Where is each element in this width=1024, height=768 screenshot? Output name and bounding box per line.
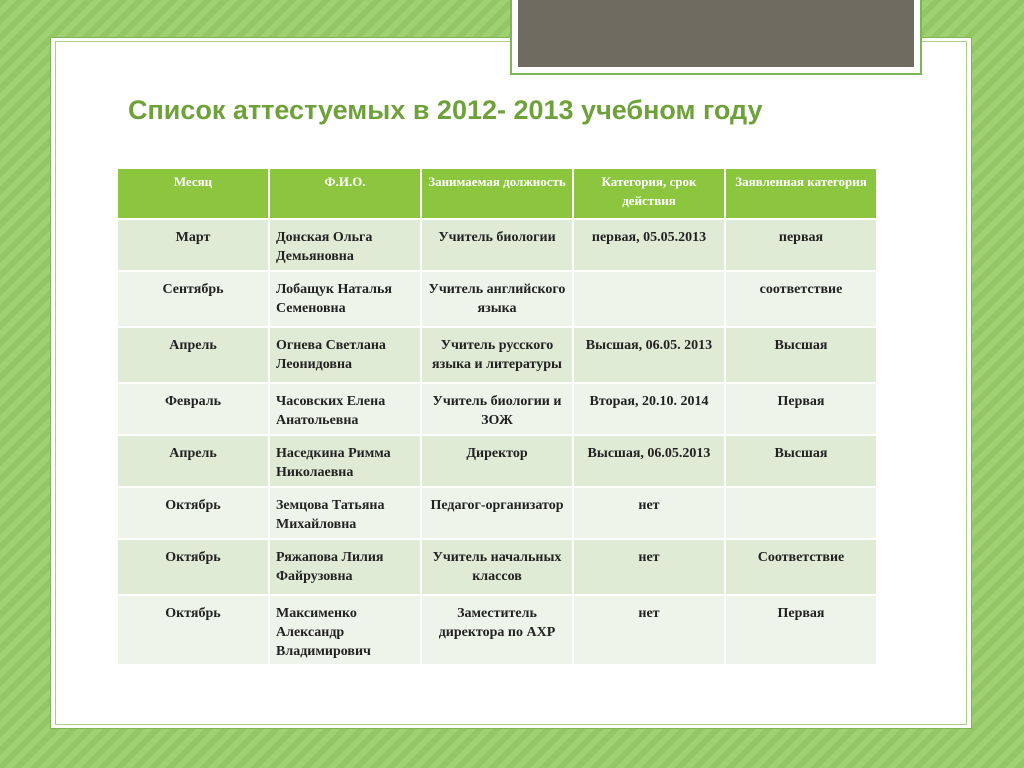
cell-position: Учитель начальных классов [421, 539, 573, 595]
table-row [117, 271, 877, 327]
cell-position: Учитель русского языка и литературы [421, 327, 573, 383]
cell-claimed: Соответствие [725, 539, 877, 595]
cell-category: Вторая, 20.10. 2014 [573, 383, 725, 435]
cell-position: Директор [421, 435, 573, 487]
cell-month: Октябрь [117, 539, 269, 595]
header-claimed: Заявленная категория [725, 168, 877, 219]
cell-month: Февраль [117, 383, 269, 435]
top-gray-panel [518, 0, 914, 67]
cell-month: Апрель [117, 327, 269, 383]
table-row [117, 487, 877, 539]
table-row [117, 435, 877, 487]
cell-position: Педагог-организатор [421, 487, 573, 539]
table-row [117, 539, 877, 595]
cell-month: Октябрь [117, 595, 269, 665]
slide-title: Список аттестуемых в 2012- 2013 учебном году [128, 95, 763, 125]
cell-category: Высшая, 06.05.2013 [573, 435, 725, 487]
header-category: Категория, срок действия [573, 168, 725, 219]
cell-month: Октябрь [117, 487, 269, 539]
cell-month: Март [117, 219, 269, 271]
cell-claimed [725, 487, 877, 539]
cell-claimed: первая [725, 219, 877, 271]
cell-name: Максименко Александр Владимирович [269, 595, 421, 665]
cell-claimed: Высшая [725, 435, 877, 487]
cell-position: Учитель биологии и ЗОЖ [421, 383, 573, 435]
cell-claimed: Первая [725, 383, 877, 435]
cell-category: первая, 05.05.2013 [573, 219, 725, 271]
table-row [117, 219, 877, 271]
cell-claimed: Первая [725, 595, 877, 665]
cell-name: Земцова Татьяна Михайловна [269, 487, 421, 539]
cell-name: Ряжапова Лилия Файрузовна [269, 539, 421, 595]
table-row [117, 383, 877, 435]
cell-category: Высшая, 06.05. 2013 [573, 327, 725, 383]
header-position: Занимаемая должность [421, 168, 573, 219]
cell-claimed: Высшая [725, 327, 877, 383]
table-row [117, 327, 877, 383]
header-name: Ф.И.О. [269, 168, 421, 219]
cell-name: Огнева Светлана Леонидовна [269, 327, 421, 383]
cell-position: Заместитель директора по АХР [421, 595, 573, 665]
cell-name: Донская Ольга Демьяновна [269, 219, 421, 271]
cell-month: Сентябрь [117, 271, 269, 327]
cell-category: нет [573, 487, 725, 539]
cell-name: Часовских Елена Анатольевна [269, 383, 421, 435]
cell-category: нет [573, 595, 725, 665]
attestation-table [116, 167, 878, 666]
cell-position: Учитель биологии [421, 219, 573, 271]
table-row [117, 595, 877, 665]
header-month: Месяц [117, 168, 269, 219]
table-header-row [117, 168, 877, 219]
cell-month: Апрель [117, 435, 269, 487]
cell-name: Лобащук Наталья Семеновна [269, 271, 421, 327]
cell-name: Наседкина Римма Николаевна [269, 435, 421, 487]
cell-position: Учитель английского языка [421, 271, 573, 327]
cell-claimed: соответствие [725, 271, 877, 327]
cell-category [573, 271, 725, 327]
cell-category: нет [573, 539, 725, 595]
